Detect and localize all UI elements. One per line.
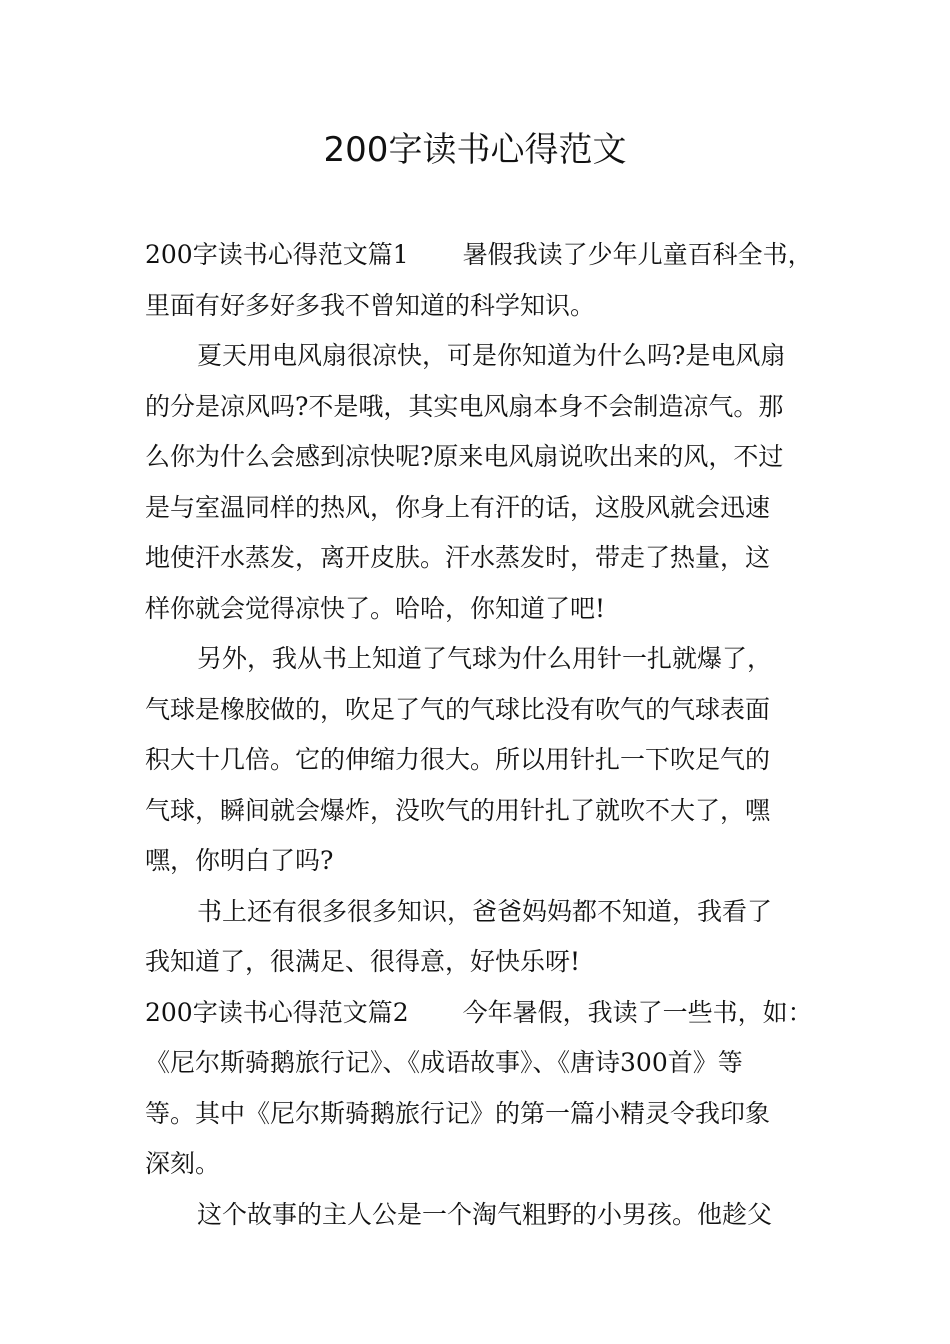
paragraph-line: 嘿，你明白了吗? xyxy=(145,846,334,875)
paragraph-line: 样你就会觉得凉快了。哈哈，你知道了吧! xyxy=(145,593,606,623)
paragraph-line xyxy=(145,988,815,1039)
paragraph-line: 深刻。 xyxy=(145,1149,221,1178)
paragraph-text: 今年暑假，我读了一些书，如： xyxy=(462,997,813,1027)
paragraph-line: 里面有好多好多我不曾知道的科学知识。 xyxy=(145,290,596,320)
paragraph-line xyxy=(145,230,815,281)
paragraph-line: 我知道了，很满足、很得意，好快乐呀! xyxy=(145,947,581,976)
paragraph-line: 积大十几倍。它的伸缩力很大。所以用针扎一下吹足气的 xyxy=(145,745,771,774)
section-heading: 200字读书心得范文篇2 xyxy=(145,997,409,1027)
paragraph-line: 书上还有很多很多知识，爸爸妈妈都不知道，我看了 xyxy=(197,896,773,926)
paragraph-line: 么你为什么会感到凉快呢?原来电风扇说吹出来的风，不过 xyxy=(145,442,784,471)
paragraph-line: 是与室温同样的热风，你身上有汗的话，这股风就会迅速 xyxy=(145,492,771,522)
paragraph-line: 等。其中《尼尔斯骑鹅旅行记》的第一篇小精灵令我印象 xyxy=(145,1098,771,1128)
section-heading: 200字读书心得范文篇1 xyxy=(145,240,409,269)
paragraph-line: 气球，瞬间就会爆炸，没吹气的用针扎了就吹不大了，嘿 xyxy=(145,795,771,825)
paragraph-line: 另外，我从书上知道了气球为什么用针一扎就爆了， xyxy=(197,644,773,673)
paragraph-line: 的分是凉风吗?不是哦，其实电风扇本身不会制造凉气。那 xyxy=(145,391,784,421)
paragraph-line: 《尼尔斯骑鹅旅行记》、《成语故事》、《唐诗300首》等 xyxy=(145,1048,743,1077)
paragraph-line: 地使汗水蒸发，离开皮肤。汗水蒸发时，带走了热量，这 xyxy=(145,543,771,572)
page-title: 200字读书心得范文 xyxy=(323,130,627,170)
document-body xyxy=(145,230,815,1240)
paragraph-line: 气球是橡胶做的，吹足了气的气球比没有吹气的气球表面 xyxy=(145,694,771,724)
paragraph-line: 这个故事的主人公是一个淘气粗野的小男孩。他趁父 xyxy=(197,1199,773,1229)
paragraph-line: 夏天用电风扇很凉快，可是你知道为什么吗?是电风扇 xyxy=(197,341,786,370)
paragraph-text: 暑假我读了少年儿童百科全书， xyxy=(462,240,813,269)
